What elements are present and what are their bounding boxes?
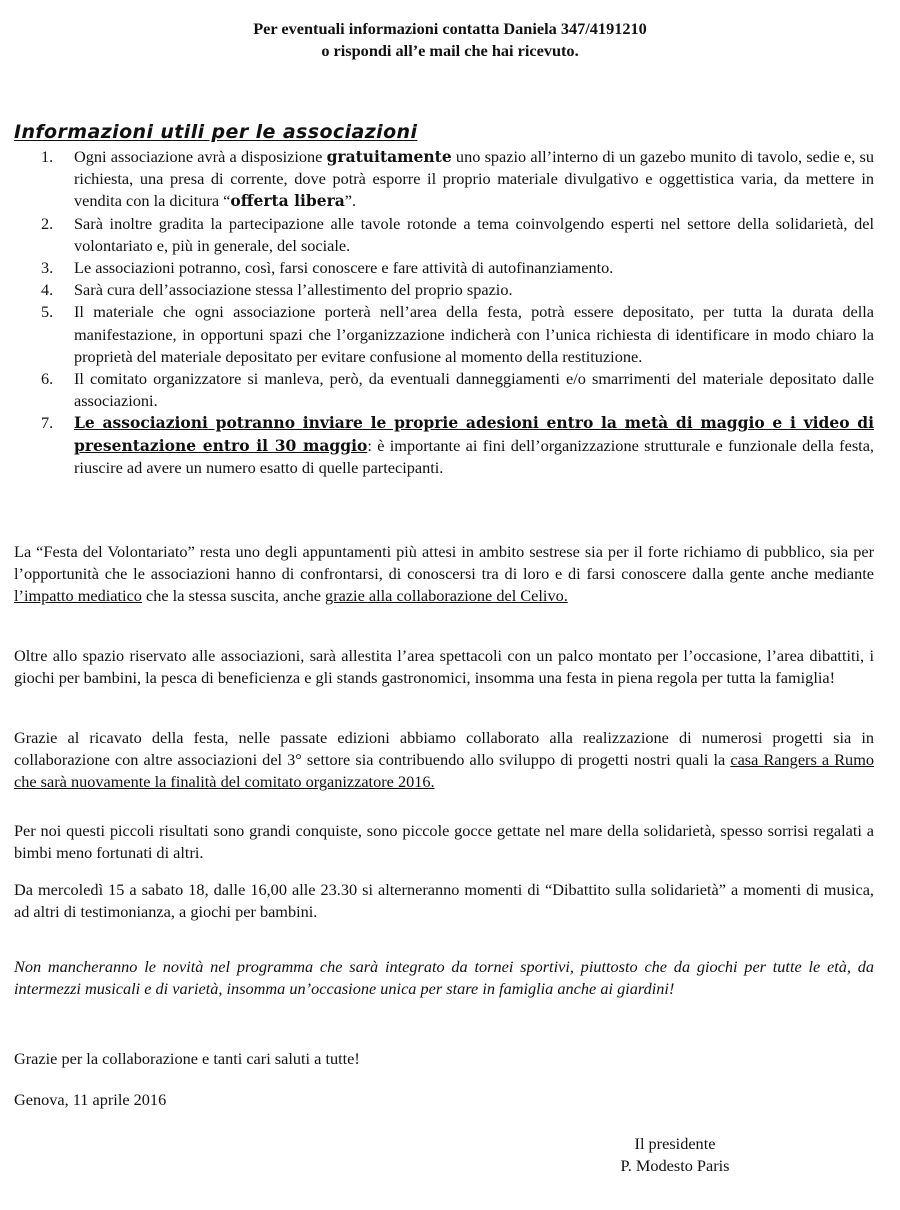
item-bold-text: gratuitamente <box>326 147 452 166</box>
contact-line: Per eventuali informazioni contatta Daniela 347/4191210 <box>253 19 647 38</box>
item-text: uno spazio all’interno di un gazebo munito di tavolo, sedie e, su richiesta, una presa di corrente, dove potrà esporre il proprio materiale divulgativo e oggettistica varia, da mettere in vendita con la dicitura “ <box>74 147 874 211</box>
paragraph-spazio: Oltre allo spazio riservato alle associazioni, sarà allestita l’area spettacoli con un palco montato per l’occasione, l’area dibattiti, i giochi per bambini, la pesca di beneficienza e gli stands gastronomici, insomma una festa in piena regola per tutta la famiglia! <box>14 646 874 688</box>
list-number: 2. <box>41 213 54 233</box>
item-text: Le associazioni potranno, così, farsi conoscere e fare attività di autofinanziamento. <box>74 258 614 278</box>
list-item <box>14 146 874 213</box>
paragraph-novita: Non mancheranno le novità nel programma che sarà integrato da tornei sportivi, piuttosto che da giochi per tutte le età, da intermezzi musicali e di varietà, insomma un’occasione unica per stare in famiglia anche ai giardini! <box>14 957 874 999</box>
list-number: 3. <box>41 258 54 278</box>
list-item <box>14 257 874 279</box>
paragraph-festa <box>14 541 874 608</box>
list-item <box>14 368 874 412</box>
date-place: Genova, 11 aprile 2016 <box>14 1090 167 1109</box>
item-bold-underlined-text: Le associazioni potranno inviare le proprie adesioni entro la metà di maggio e i video di presentazione entro il 30 maggio <box>74 413 874 455</box>
item-text: Sarà inoltre gradita la partecipazione alle tavole rotonde a tema coinvolgendo esperti nel settore della solidarietà, del volontariato e, più in generale, del sociale. <box>74 213 874 255</box>
list-number: 1. <box>41 147 54 166</box>
signature-block <box>600 1133 750 1177</box>
paragraph-text: Grazie al ricavato della festa, nelle passate edizioni abbiamo collaborato alla realizzazione di numerosi progetti sia in collaborazione con altre associazioni del 3° settore sia contribuendo allo sviluppo di progetti nostri quali la <box>14 728 874 770</box>
paragraph-text: che la stessa suscita, anche <box>141 586 326 606</box>
paragraph-text: La “Festa del Volontariato” resta uno degli appuntamenti più attesi in ambito sestrese sia per il forte richiamo di pubblico, sia per l’opportunità che le associazioni hanno di confrontarsi, di conoscersi tra di loro e di farsi conoscere dalla gente anche mediante <box>14 542 874 584</box>
list-number: 6. <box>41 369 54 389</box>
item-text: Ogni associazione avrà a disposizione <box>74 147 327 166</box>
reply-line: o rispondi all’e mail che hai ricevuto. <box>321 41 579 60</box>
signature-name: P. Modesto Paris <box>620 1156 730 1176</box>
section-title: Informazioni utili per le associazioni <box>14 121 418 143</box>
underlined-text: grazie alla collaborazione del Celivo. <box>325 586 568 606</box>
list-item <box>14 213 874 257</box>
closing-greeting: Grazie per la collaborazione e tanti cari saluti a tutte! <box>14 1049 360 1068</box>
list-item <box>14 412 874 479</box>
paragraph-risultati: Per noi questi piccoli risultati sono grandi conquiste, sono piccole gocce gettate nel mare della solidarietà, spesso sorrisi regalati a bimbi meno fortunati di altri. <box>14 821 874 863</box>
item-text: Sarà cura dell’associazione stessa l’allestimento del proprio spazio. <box>74 280 513 300</box>
info-list <box>14 146 874 479</box>
item-text: Il comitato organizzatore si manleva, però, da eventuali danneggiamenti e/o smarrimenti del materiale depositato dalle associazioni. <box>74 369 874 411</box>
item-text: Il materiale che ogni associazione porterà nell’area della festa, potrà essere depositato, per tutta la durata della manifestazione, in opportuni spazi che l’organizzazione indicherà con l’unica richiesta di identificare in modo chiaro la proprietà del materiale depositato per evitare confusione al momento della restituzione. <box>74 302 874 366</box>
underlined-text: l’impatto mediatico <box>14 586 142 606</box>
underlined-text: casa Rangers a Rumo che sarà nuovamente la finalità del comitato organizzatore 2016. <box>14 750 875 792</box>
item-bold-text: offerta libera <box>230 191 345 211</box>
contact-header <box>0 18 900 62</box>
list-item <box>14 279 874 301</box>
signature-role: Il presidente <box>634 1134 716 1153</box>
list-number: 5. <box>41 302 54 322</box>
paragraph-ricavato <box>14 727 874 794</box>
item-text: : è importante ai fini dell’organizzazione strutturale e funzionale della festa, riuscire ad avere un numero esatto di quelle partecipanti. <box>74 435 874 477</box>
paragraph-programma: Da mercoledì 15 a sabato 18, dalle 16,00 alle 23.30 si alterneranno momenti di “Dibattito sulla solidarietà” a momenti di musica, ad altri di testimonianza, a giochi per bambini. <box>14 880 874 922</box>
list-number: 7. <box>41 413 54 433</box>
list-number: 4. <box>41 280 54 300</box>
item-text: ”. <box>344 191 357 211</box>
list-item <box>14 301 874 368</box>
